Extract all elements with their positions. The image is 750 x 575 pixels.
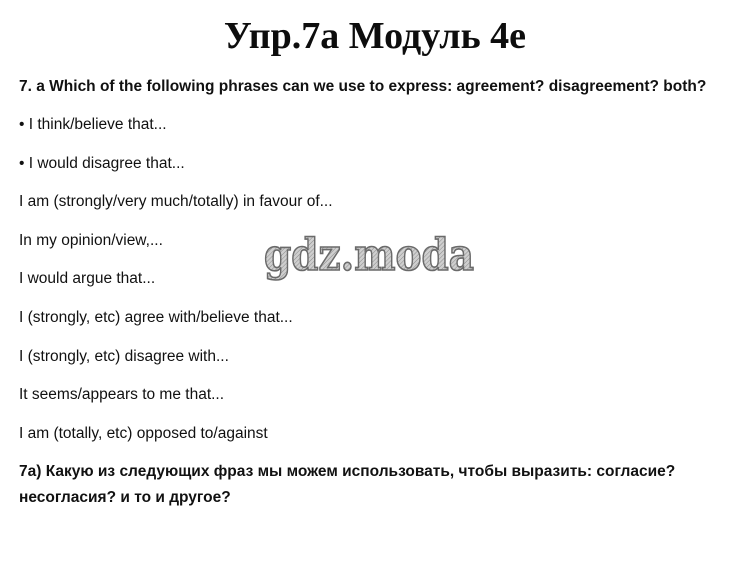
watermark-text: gdz.moda [264, 230, 474, 281]
phrase-item: • I would disagree that... [19, 154, 185, 172]
phrase-item: It seems/appears to me that... [19, 386, 225, 404]
phrase-list [19, 112, 734, 447]
phrase-item: I (strongly, etc) agree with/believe that... [19, 308, 293, 326]
phrase-item: In my opinion/view,... [19, 231, 163, 249]
question-russian: 7а) Какую из следующих фраз мы можем использовать, чтобы выразить: согласие? несогласия? и то и другое? [19, 463, 676, 507]
phrase-item: • I think/believe that... [19, 116, 167, 133]
page-title: Упр.7а Модуль 4е [223, 15, 527, 57]
question-english: 7. a Which of the following phrases can we use to express: agreement? disagreement? both? [19, 78, 707, 95]
phrase-item: I am (totally, etc) opposed to/against [19, 424, 268, 442]
phrase-item: I (strongly, etc) disagree with... [19, 347, 229, 365]
exercise-body [19, 74, 734, 511]
phrase-item: I would argue that... [19, 270, 156, 288]
phrase-item: I am (strongly/very much/totally) in favour of... [19, 193, 333, 211]
